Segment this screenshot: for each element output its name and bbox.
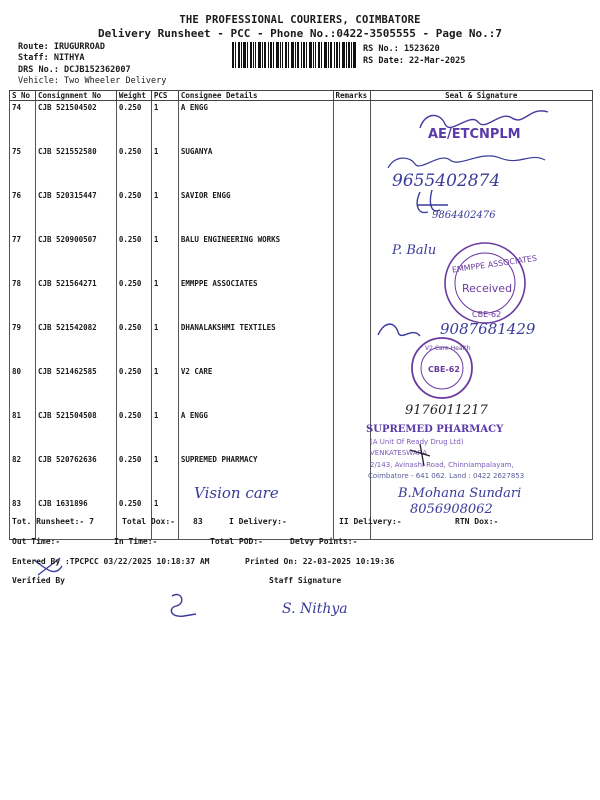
staff-signature-label: Staff Signature: [269, 576, 342, 585]
cell-consignee: A ENGG: [178, 101, 333, 146]
v2care-stamp-city: CBE-62: [428, 365, 460, 374]
cell-consignment: CJB 521504502: [35, 101, 116, 146]
row83-name: B.Mohana Sundari: [398, 486, 522, 501]
company-title: THE PROFESSIONAL COURIERS, COIMBATORE: [179, 14, 421, 26]
cell-weight: 0.250: [116, 409, 151, 453]
ii-delivery: II Delivery:-: [339, 517, 402, 526]
row83-phone: 8056908062: [410, 502, 493, 517]
col-weight: Weight: [116, 91, 151, 101]
total-dox-label: Total Dox:-: [122, 517, 175, 526]
cell-weight: 0.250: [116, 145, 151, 189]
row79-phone: 9087681429: [440, 320, 536, 338]
total-pod: Total POD:-: [210, 537, 263, 546]
cell-remarks: [333, 321, 370, 365]
rs-number: RS No.: 1523620: [363, 44, 440, 54]
cell-remarks: [333, 233, 370, 277]
entered-by: Entered By :TPCPCC 03/22/2025 10:18:37 AM: [12, 557, 210, 566]
v2care-stamp-ring: V2 Care Health: [425, 345, 471, 352]
col-seal-signature: Seal & Signature: [370, 91, 593, 101]
runsheet-subtitle: Delivery Runsheet - PCC - Phone No.:0422-3505555 - Page No.:7: [98, 27, 502, 40]
cell-weight: 0.250: [116, 233, 151, 277]
cell-consignment: CJB 521462585: [35, 365, 116, 409]
cell-sno: 82: [10, 453, 36, 497]
in-time: In Time:-: [114, 537, 158, 546]
out-time: Out Time:-: [12, 537, 61, 546]
table-row: [10, 277, 593, 321]
row76-phone: 9864402476: [432, 210, 496, 221]
cell-signature: [370, 321, 593, 365]
col-consignment: Consignment No: [35, 91, 116, 101]
table-row: [10, 145, 593, 189]
cell-consignee: A ENGG: [178, 409, 333, 453]
cell-remarks: [333, 277, 370, 321]
staff-signature: [282, 601, 348, 617]
cell-remarks: [333, 453, 370, 497]
cell-consignment: CJB 520900507: [35, 233, 116, 277]
cell-remarks: [333, 409, 370, 453]
printed-on: Printed On: 22-03-2025 10:19:36: [245, 557, 395, 566]
cell-weight: 0.250: [116, 101, 151, 146]
cell-consignment: CJB 520315447: [35, 189, 116, 233]
table-row: [10, 321, 593, 365]
cell-signature: [370, 365, 593, 409]
supremed-stamp-line3: 2/143, Avinashi Road, Chinniampalayam,: [370, 461, 514, 469]
row75-phone: 9655402874: [392, 171, 501, 191]
row83-consignee-handwritten: Vision care: [194, 484, 279, 502]
cell-weight: 0.250: [116, 365, 151, 409]
col-sno: S No: [10, 91, 36, 101]
route-label: Route: IRUGURROAD: [18, 42, 105, 52]
table-row: [10, 453, 593, 497]
total-dox-value: 83: [193, 517, 203, 526]
row81-phone: 9176011217: [405, 403, 488, 418]
cell-weight: 0.250: [116, 277, 151, 321]
cell-remarks: [333, 145, 370, 189]
cell-consignment: CJB 1631896: [35, 497, 116, 540]
cell-consignee: V2 CARE: [178, 365, 333, 409]
cell-sno: 78: [10, 277, 36, 321]
table-header-row: [10, 91, 593, 101]
cell-sno: 76: [10, 189, 36, 233]
supremed-stamp-line2: VENKATESWARA: [370, 449, 427, 457]
cell-signature: [370, 145, 593, 189]
i-delivery: I Delivery:-: [229, 517, 287, 526]
cell-sno: 83: [10, 497, 36, 540]
cell-sno: 81: [10, 409, 36, 453]
cell-remarks: [333, 365, 370, 409]
supremed-stamp-line1: (A Unit Of Ready Drug Ltd): [370, 438, 464, 446]
cell-weight: 0.250: [116, 321, 151, 365]
cell-consignment: CJB 521504508: [35, 409, 116, 453]
drs-label: DRS No.: DCJB152362007: [18, 65, 131, 75]
col-consignee: Consignee Details: [178, 91, 333, 101]
staff-label: Staff: NITHYA: [18, 53, 85, 63]
cell-pcs: 1: [151, 497, 178, 540]
cell-weight: 0.250: [116, 189, 151, 233]
cell-signature: [370, 233, 593, 277]
cell-pcs: 1: [151, 321, 178, 365]
cell-consignee: EMMPPE ASSOCIATES: [178, 277, 333, 321]
vehicle-label: Vehicle: Two Wheeler Delivery: [18, 76, 167, 86]
cell-consignment: CJB 521564271: [35, 277, 116, 321]
cell-signature: [370, 409, 593, 453]
rs-date: RS Date: 22-Mar-2025: [363, 56, 466, 66]
table-row: [10, 233, 593, 277]
table-row: [10, 497, 593, 540]
cell-remarks: [333, 189, 370, 233]
supremed-stamp-name: SUPREMED PHARMACY: [366, 424, 504, 435]
verified-signature: [171, 595, 196, 617]
cell-consignee: BALU ENGINEERING WORKS: [178, 233, 333, 277]
cell-consignee: SUGANYA: [178, 145, 333, 189]
cell-signature: [370, 453, 593, 497]
cell-pcs: 1: [151, 365, 178, 409]
cell-pcs: 1: [151, 101, 178, 146]
cell-pcs: 1: [151, 145, 178, 189]
supremed-stamp-line4: Coimbatore - 641 062. Land : 0422 2627853: [368, 472, 525, 480]
cell-consignment: CJB 521552580: [35, 145, 116, 189]
verified-by-label: Verified By: [12, 576, 65, 585]
cell-signature: [370, 101, 593, 146]
table-row: [10, 101, 593, 146]
col-pcs: PCS: [151, 91, 178, 101]
cell-consignee: DHANALAKSHMI TEXTILES: [178, 321, 333, 365]
barcode-image: [232, 42, 356, 68]
emmppe-received: Received: [462, 282, 513, 295]
cell-consignee: SUPREMED PHARMACY: [178, 453, 333, 497]
table-row: [10, 409, 593, 453]
total-runsheet: Tot. Runsheet:- 7: [12, 517, 94, 526]
cell-consignment: CJB 520762636: [35, 453, 116, 497]
cell-consignment: CJB 521542082: [35, 321, 116, 365]
cell-pcs: 1: [151, 189, 178, 233]
emmppe-stamp-city: CBE-62: [472, 310, 502, 319]
cell-signature: [370, 189, 593, 233]
runsheet-table: [9, 90, 593, 540]
cell-sno: 75: [10, 145, 36, 189]
cell-pcs: 1: [151, 453, 178, 497]
cell-weight: 0.250: [116, 497, 151, 540]
staff-signature-text: S. Nithya: [282, 601, 348, 617]
table-row: [10, 189, 593, 233]
emmppe-stamp-ring: EMMPPE ASSOCIATES: [451, 253, 538, 275]
cell-weight: 0.250: [116, 453, 151, 497]
row77-signature: P. Balu: [392, 243, 437, 258]
col-remarks: Remarks: [333, 91, 370, 101]
cell-sno: 80: [10, 365, 36, 409]
row74-stamp-text: AE/ETCNPLM: [428, 127, 521, 142]
cell-pcs: 1: [151, 277, 178, 321]
table-row: [10, 365, 593, 409]
cell-pcs: 1: [151, 233, 178, 277]
cell-pcs: 1: [151, 409, 178, 453]
cell-remarks: [333, 101, 370, 146]
cell-sno: 79: [10, 321, 36, 365]
cell-consignee: SAVIOR ENGG: [178, 189, 333, 233]
delvy-points: Delvy Points:-: [290, 537, 358, 546]
cell-signature: [370, 277, 593, 321]
cell-sno: 77: [10, 233, 36, 277]
rtn-dox: RTN Dox:-: [455, 517, 499, 526]
cell-sno: 74: [10, 101, 36, 146]
